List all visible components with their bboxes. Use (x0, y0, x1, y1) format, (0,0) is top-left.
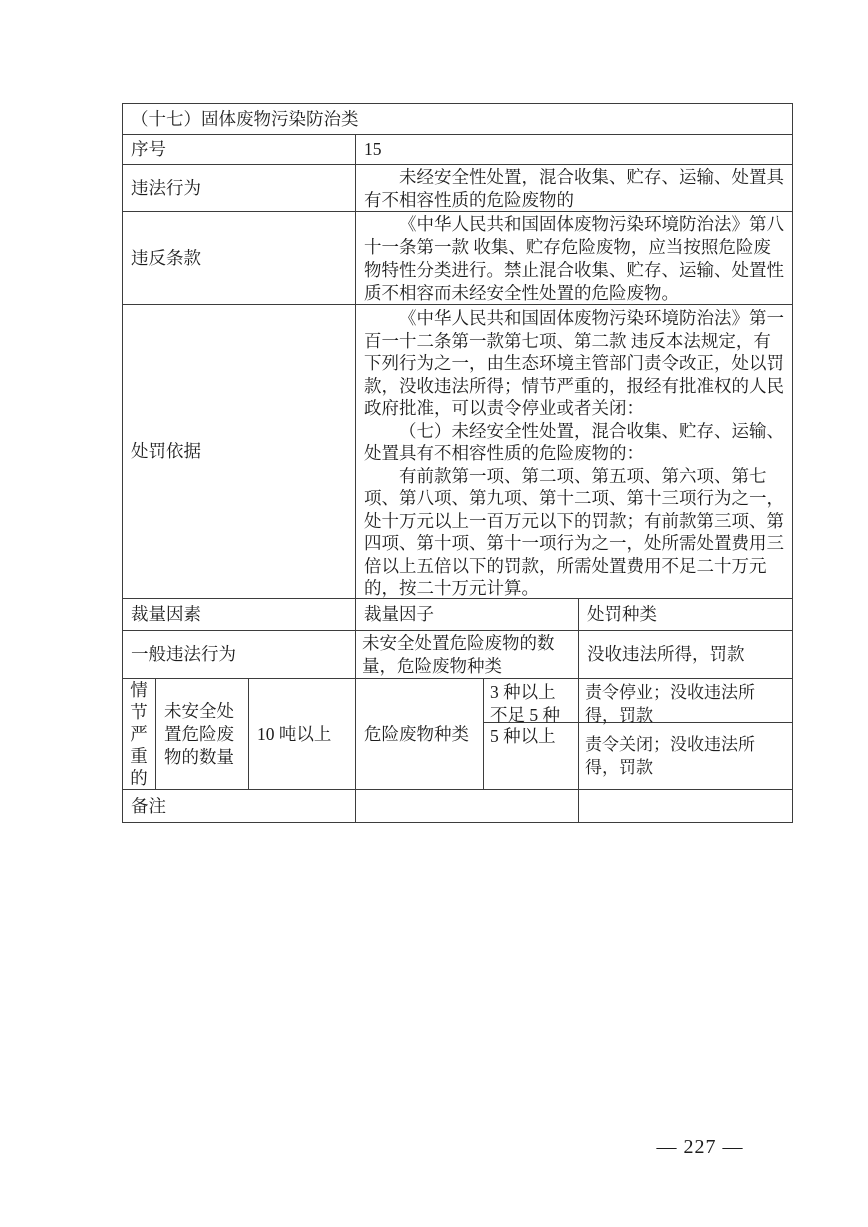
serious-violation-threshold: 10 吨以上 (249, 679, 356, 789)
serious-violation-factor: 未安全处置危险废物的数量 (156, 679, 249, 789)
penalty-basis-paragraph-2: （七）未经安全性处置，混合收集、贮存、运输、处置具有不相容性质的危险废物的： (364, 420, 784, 463)
illegal-act-text: 未经安全性处置，混合收集、贮存、运输、处置具有不相容性质的危险废物的 (364, 167, 784, 210)
tier-range-column (484, 679, 579, 789)
penalty-basis-paragraph-1: 《中华人民共和国固体废物污染环境防治法》第一百一十二条第一款第七项、第二款 违反本法规定，有下列行为之一，由生态环境主管部门责令改正，处以罚款，没收违法所得；情节严重的，报经有批准权的人民政府批准，可以责令停业或者关闭： (364, 308, 784, 418)
penalty-basis-label: 处罚依据 (123, 305, 356, 598)
row-violated-clause (123, 212, 792, 305)
discretion-factor-header: 裁量因素 (123, 599, 356, 630)
row-remarks (123, 790, 792, 822)
tier-penalty-column (579, 679, 792, 789)
row-serial-number (123, 135, 792, 165)
discretion-subfactor-header: 裁量因子 (356, 599, 579, 630)
penalty-basis-text (356, 305, 792, 598)
row-illegal-act (123, 165, 792, 212)
row-general-violation (123, 631, 792, 679)
violated-clause-label: 违反条款 (123, 212, 356, 304)
general-violation-factor: 未安全处置危险废物的数量，危险废物种类 (356, 631, 579, 678)
serial-number-label: 序号 (123, 135, 356, 164)
page-number: — 227 — (656, 1136, 744, 1158)
row-section-title (123, 104, 792, 135)
tier1-penalty: 责令停业；没收违法所得，罚款 (579, 679, 792, 723)
serious-violation-label: 情节严重的 (123, 679, 156, 789)
remarks-empty-cell-2 (579, 790, 792, 822)
general-violation-penalty: 没收违法所得，罚款 (587, 644, 745, 664)
row-discretion-header (123, 599, 792, 631)
serious-violation-subfactor: 危险废物种类 (356, 679, 484, 789)
serial-number-value: 15 (364, 139, 382, 159)
row-serious-violation (123, 679, 792, 790)
tier2-range: 5 种以上 (490, 726, 556, 746)
illegal-act-label: 违法行为 (123, 165, 356, 211)
regulation-table (122, 103, 793, 823)
section-title: （十七）固体废物污染防治类 (131, 108, 359, 129)
tier1-range: 3 种以上不足 5 种 (484, 679, 578, 723)
penalty-basis-paragraph-3: 有前款第一项、第二项、第五项、第六项、第七项、第八项、第九项、第十二项、第十三项行为之一，处十万元以上一百万元以下的罚款；有前款第三项、第四项、第十项、第十一项行为之一，处所需处置费用三倍以上五倍以下的罚款，所需处置费用不足二十万元的，按二十万元计算。 (364, 465, 784, 598)
remarks-empty-cell-1 (356, 790, 579, 822)
tier2-penalty: 责令关闭；没收违法所得，罚款 (585, 735, 755, 777)
row-penalty-basis (123, 305, 792, 599)
violated-clause-text: 《中华人民共和国固体废物污染环境防治法》第八十一条第一款 收集、贮存危险废物，应当按照危险废物特性分类进行。禁止混合收集、贮存、运输、处置性质不相容而未经安全性处置的危险废物。 (364, 214, 784, 303)
penalty-type-header: 处罚种类 (587, 604, 657, 624)
remarks-label: 备注 (123, 790, 356, 822)
general-violation-label: 一般违法行为 (123, 631, 356, 678)
